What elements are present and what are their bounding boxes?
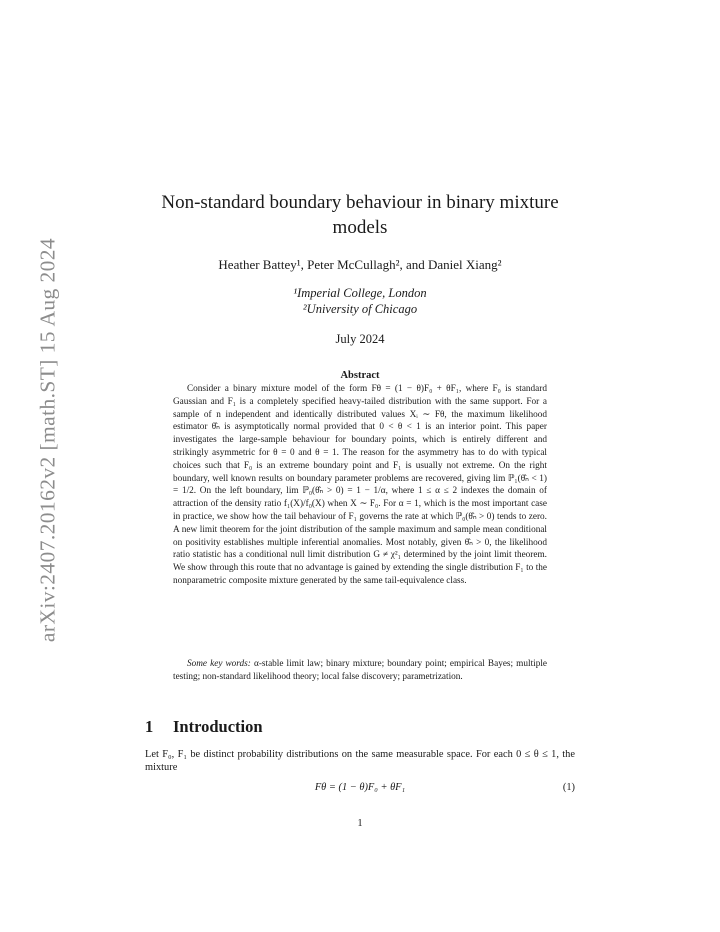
publication-date: July 2024 [335,332,385,346]
page-number: 1 [357,818,363,829]
affiliation-1: ¹Imperial College, London [293,286,427,300]
affiliations [140,285,580,317]
abstract-text: Consider a binary mixture model of the form Fθ = (1 − θ)F₀ + θF₁, where F₀ is standard Gaussian and F₁ is a completely specified heavy-tailed distribution with the same support. For a sample of n independent and identically distributed values Xᵢ ∼ Fθ, the maximum likelihood estimator θ̂ₙ is asymptotically normal provided that 0 < θ < 1 is an interior point. This paper investigates the large-sample behaviour for boundary points, which is entirely different and strikingly asymmetric for θ = 0 and θ = 1. The reason for the asymmetry has to do with typical choices such that F₀ is an extreme boundary point and F₁ is usually not extreme. On the right boundary, well known results on boundary parameter problems are recovered, giving lim ℙ₁(θ̂ₙ < 1) = 1/2. On the left boundary, lim ℙ₀(θ̂ₙ > 0) = 1 − 1/α, where 1 ≤ α ≤ 2 indexes the domain of attraction of the density ratio f₁(X)/f₀(X) when X ∼ F₀. For α = 1, which is the most important case in practice, we show how the tail behaviour of F₁ governs the rate at which ℙ₀(θ̂ₙ > 0) tends to zero. A new limit theorem for the joint distribution of the sample maximum and sample mean conditional on positivity establishes multiple inferential anomalies. Most notably, given θ̂ₙ > 0, the likelihood ratio statistic has a conditional null limit distribution G ≠ χ²₁ determined by the joint limit theorem. We show through this route that no advantage is gained by extending the single distribution F₁ to the nonparametric composite mixture generated by the same tail-equivalence class. [173,384,547,586]
keywords-paragraph [173,658,547,684]
abstract-heading: Abstract [340,370,380,381]
section-number: 1 [145,717,154,736]
equation-body: Fθ = (1 − θ)F₀ + θF₁ [314,782,406,793]
equation-1 [145,782,575,793]
author-list: Heather Battey¹, Peter McCullagh², and Daniel Xiang² [218,257,502,272]
section-heading [145,717,263,737]
paper-title: Non-standard boundary behaviour in binary mixture models [161,192,559,238]
keywords-label: Some key words: [187,659,251,669]
intro-paragraph: Let F₀, F₁ be distinct probability distributions on the same measurable space. For each 0 ≤ θ ≤ 1, the mixture [145,749,575,773]
equation-number: (1) [562,782,575,793]
arxiv-identifier-stamp: arXiv:2407.20162v2 [math.ST] 15 Aug 2024 [35,237,60,643]
section-title: Introduction [173,717,263,736]
keywords-text: α-stable limit law; binary mixture; boundary point; empirical Bayes; multiple testing; non-standard likelihood theory; local false discovery; parametrization. [173,659,548,682]
affiliation-2: ²University of Chicago [302,302,418,316]
